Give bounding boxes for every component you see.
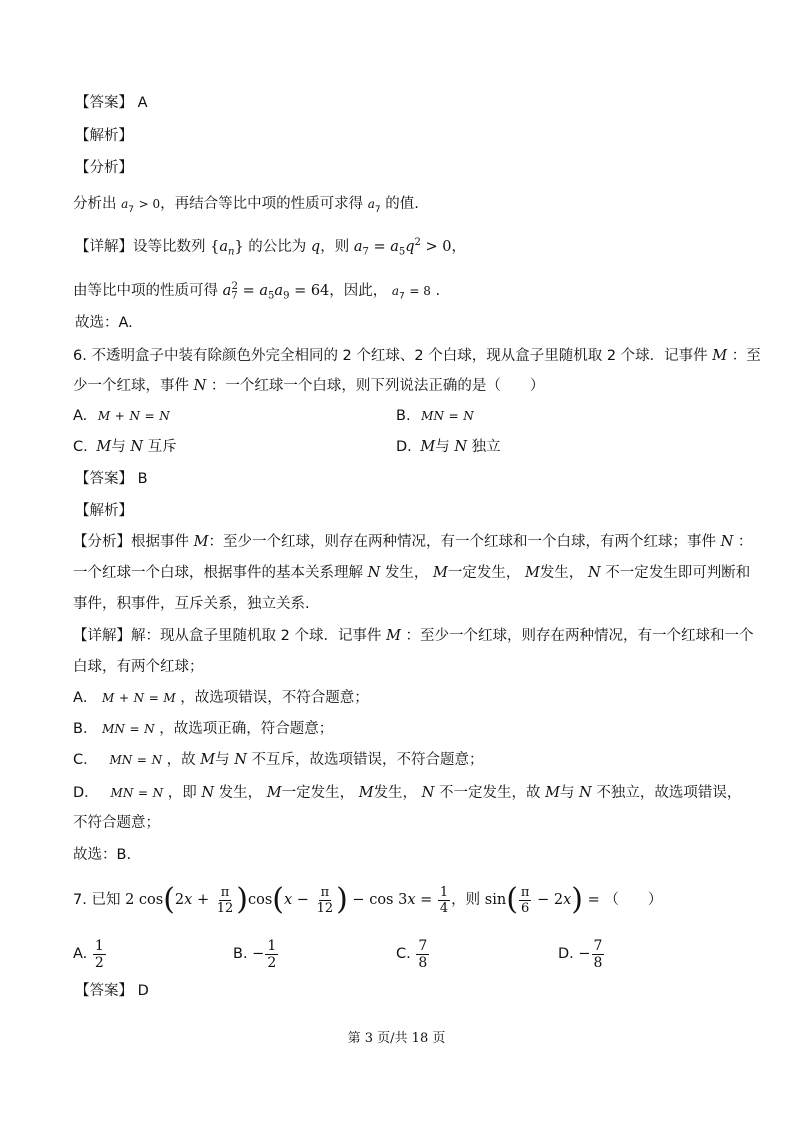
q6-line2: 少一个红球，事件 N ：一个红球一个白球，则下列说法正确的是（ ） xyxy=(73,378,545,394)
q6-option-d: D. M与 N 独立 xyxy=(396,439,501,455)
choose-6: 故选：B. xyxy=(73,847,132,863)
q7-option-d: D. − $\frac{7}{8}$ xyxy=(558,937,603,971)
jiexi-6: 【解析】 xyxy=(75,503,133,519)
fenxi-6-line1: 【分析】根据事件 M：至少一个红球，则存在两种情况，有一个红球和一个白球，有两个红球；事件 N ： xyxy=(73,534,753,550)
choose-5: 故选：A. xyxy=(75,315,133,331)
detail-6-line1: 【详解】解：现从盒子里随机取 2 个球．记事件 M ：至少一个红球，则存在两种情况，有一个红球和一个 xyxy=(73,628,754,644)
d6-b: B． MN = N ，故选项正确，符合题意； xyxy=(73,721,334,737)
detail-6-line2: 白球，有两个红球； xyxy=(73,659,204,675)
q7-stem: 7. 已知 2 cos(2x + $\frac{\pi}{12}$ )cos(x − $\frac{\pi}{12}$ ) − cos 3x = $\frac{1}{4}$ ，则 sin( $\frac{\pi}{6}$ − 2x) = （ ） xyxy=(73,882,663,917)
fenxi-5-tag: 【分析】 xyxy=(75,160,133,176)
q6-option-b: B. MN = N xyxy=(396,408,474,424)
fenxi-5-text: 分析出 $a_7 > 0$，再结合等比中项的性质可求得 $a_7$ 的值. xyxy=(73,196,419,215)
answer-6: 【答案】 B xyxy=(75,471,148,487)
detail-5b: 由等比中项的性质可得 $a_7^2 = a_5a_9 = 64$，因此， $a_7 = 8$ . xyxy=(73,281,441,302)
q7-option-b: B. − $\frac{1}{2}$ xyxy=(233,937,277,971)
fenxi-6-line2: 一个红球一个白球，根据事件的基本关系理解 N 发生， M一定发生， M发生， N 不一定发生即可判断和 xyxy=(73,565,751,581)
q7-option-a: A. $\frac{1}{2}$ xyxy=(73,937,104,971)
q6-option-c: C. M与 N 互斥 xyxy=(73,439,177,455)
answer-7: 【答案】 D xyxy=(75,983,149,999)
d6-d-line2: 不符合题意； xyxy=(73,815,160,831)
d6-a: A． M + N = M ，故选项错误，不符合题意； xyxy=(73,690,369,706)
q7-option-c: C. $\frac{7}{8}$ xyxy=(396,937,428,971)
jiexi-5: 【解析】 xyxy=(75,128,133,144)
d6-d-line1: D． MN = N ，即 N 发生， M一定发生， M发生， N 不一定发生，故 M与 N 不独立，故选项错误， xyxy=(73,785,742,801)
q6-option-a: A. M + N = N xyxy=(73,408,170,424)
answer-5: 【答案】 A xyxy=(75,95,148,111)
fenxi-6-line3: 事件，积事件，互斥关系，独立关系. xyxy=(73,596,310,612)
q6-line1: 6. 不透明盒子中装有除颜色外完全相同的 2 个红球、2 个白球，现从盒子里随机取 2 个球．记事件 M ：至 xyxy=(73,348,761,364)
detail-5: 【详解】设等比数列 $\{a_n\}$ 的公比为 q，则 $a_7 = a_5q^2 > 0$， xyxy=(75,237,467,258)
d6-c: C． MN = N ，故 M与 N 不互斥，故选项错误，不符合题意； xyxy=(73,752,484,768)
page-footer: 第 3 页/共 18 页 xyxy=(347,1031,446,1046)
